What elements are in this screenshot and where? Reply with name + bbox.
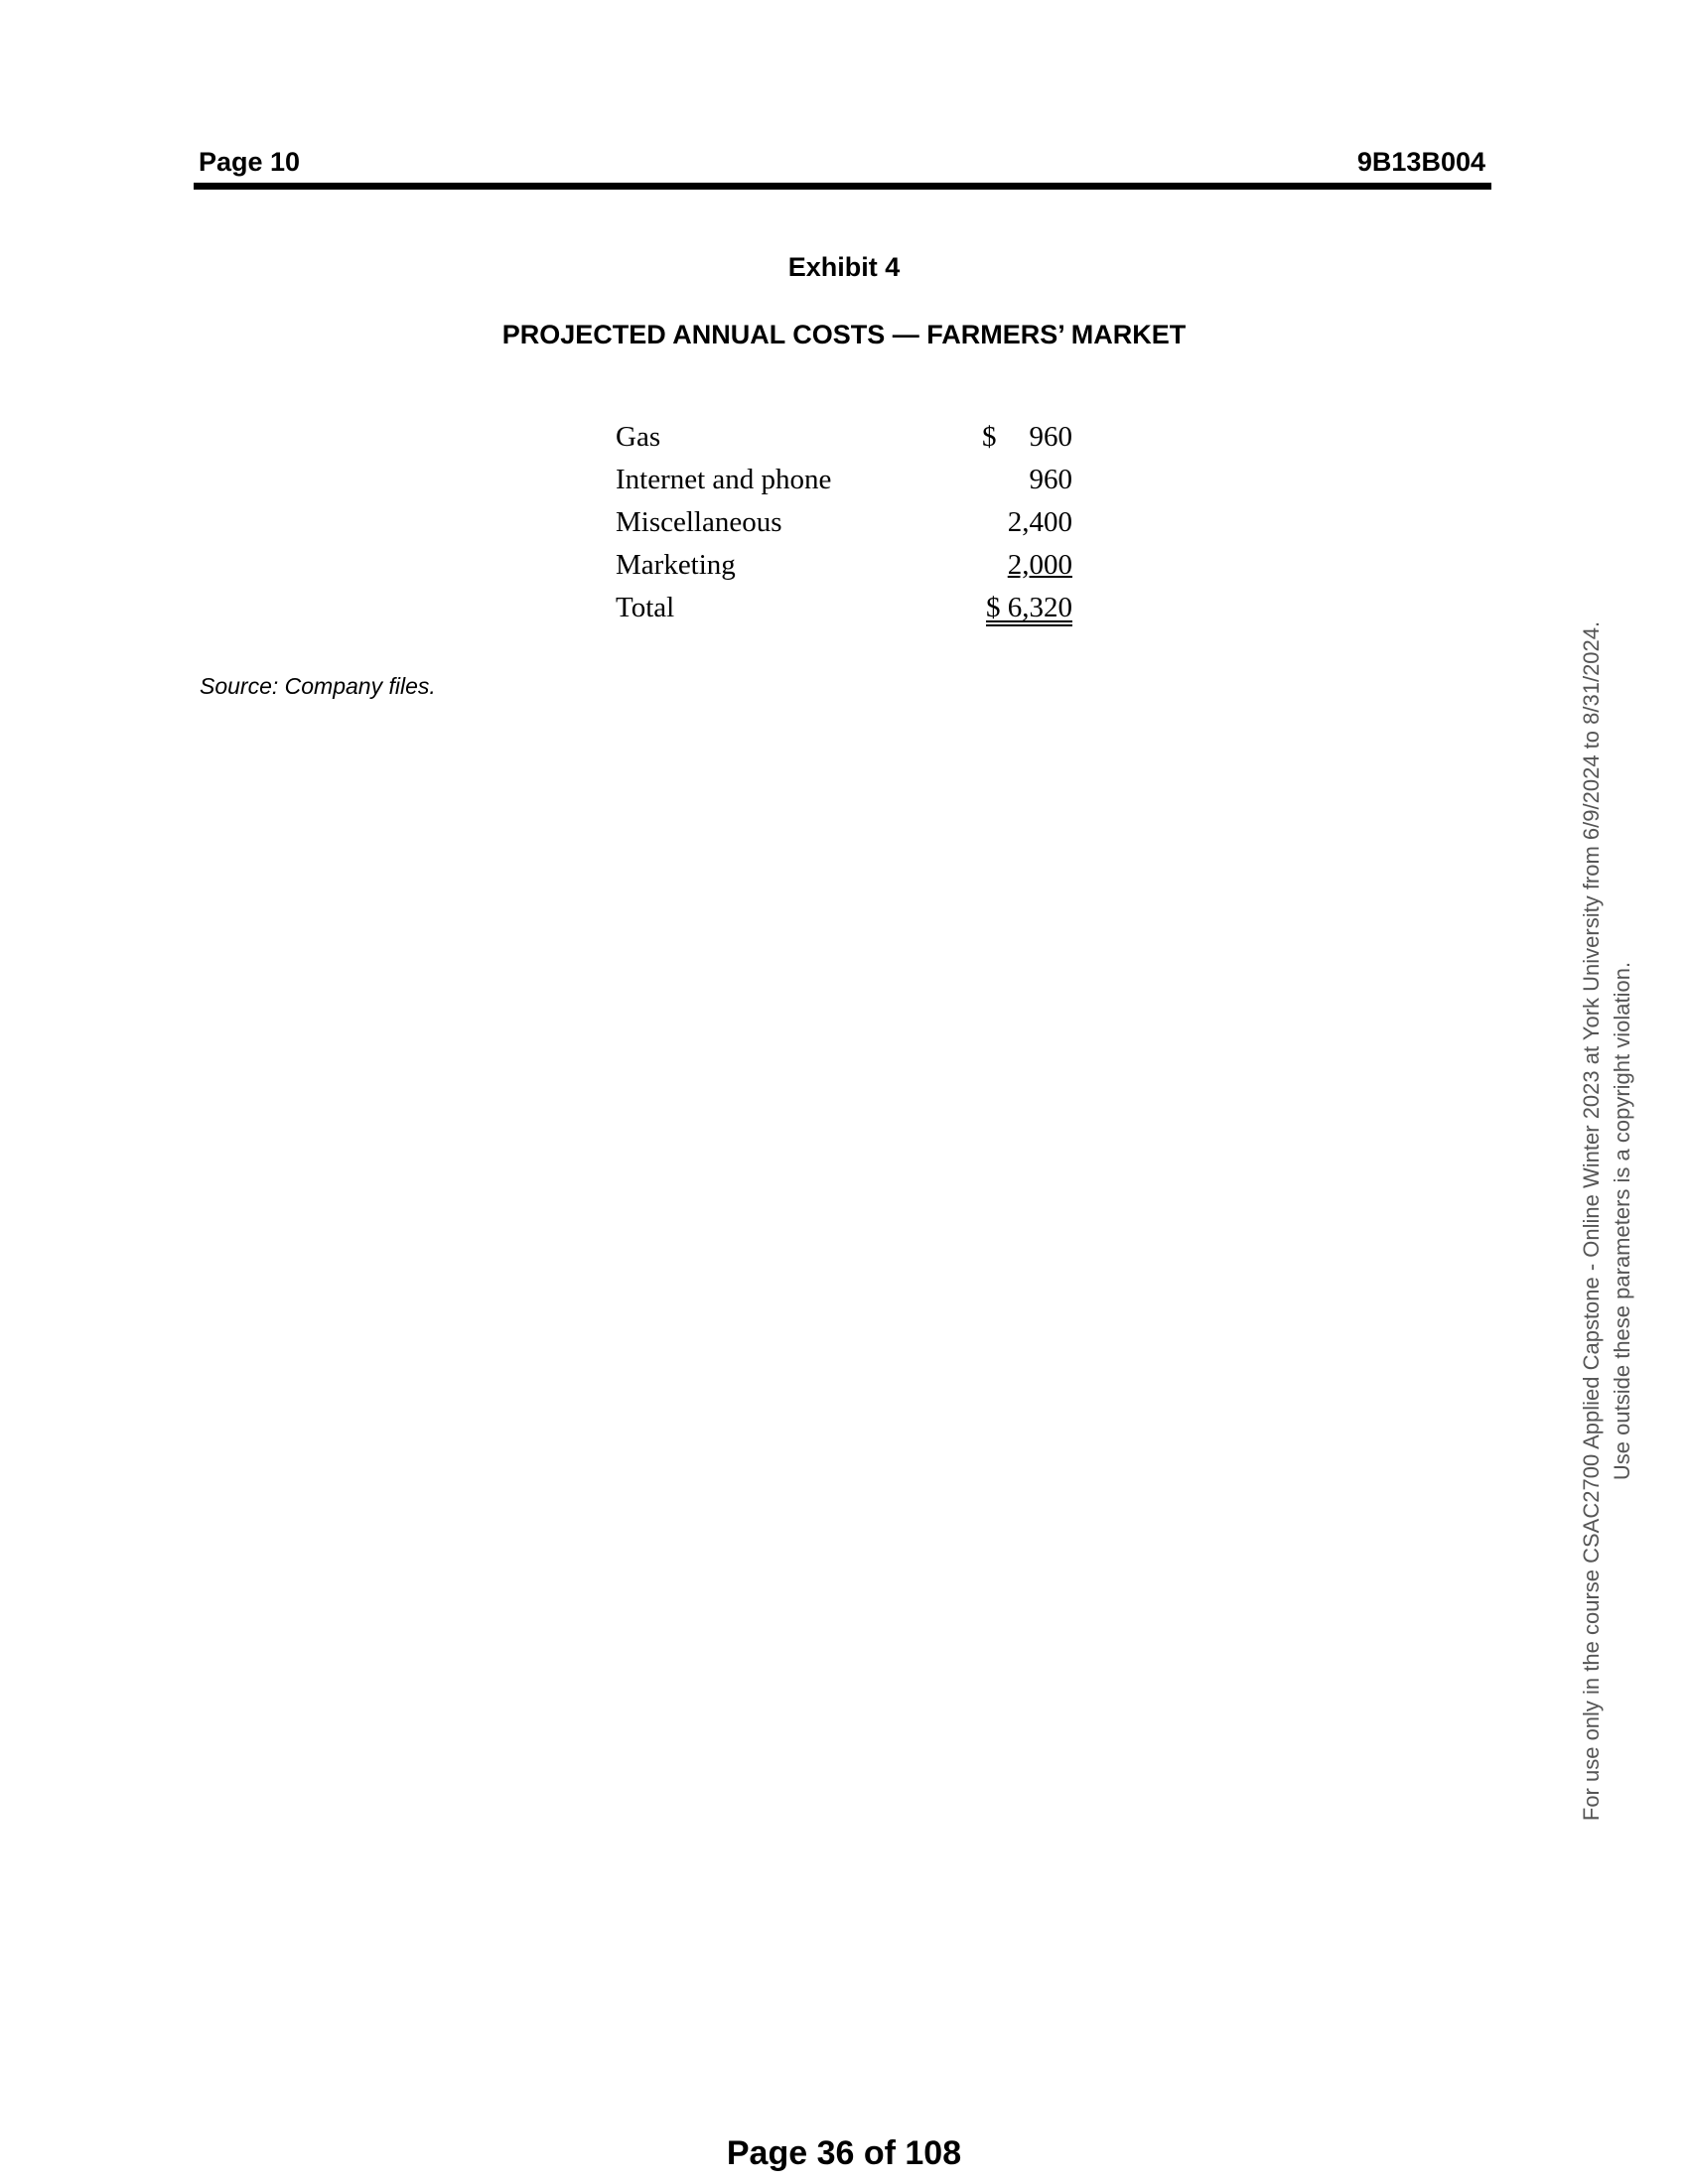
total-label: Total	[616, 592, 675, 623]
cost-value: 2,400	[1007, 506, 1072, 538]
case-code: 9B13B004	[1356, 147, 1485, 177]
exhibit-number: Exhibit 4	[787, 252, 901, 282]
cost-row-marketing	[616, 545, 1072, 588]
cost-label: Gas	[616, 421, 661, 453]
cost-label: Miscellaneous	[616, 506, 782, 538]
cost-row-miscellaneous	[616, 502, 1072, 545]
cost-row-internet	[616, 460, 1072, 502]
total-value: $ 6,320	[986, 592, 1072, 623]
copyright-watermark	[1576, 576, 1637, 1866]
currency-symbol: $	[982, 421, 997, 453]
cost-label: Internet and phone	[616, 464, 832, 495]
cost-row-total	[616, 588, 1072, 630]
source-note: Source: Company files.	[200, 673, 436, 699]
page-count-footer: Page 36 of 108	[726, 2134, 962, 2172]
exhibit-title: PROJECTED ANNUAL COSTS — FARMERS’ MARKET	[501, 320, 1187, 349]
cost-value: 960	[1029, 464, 1072, 495]
cost-table	[616, 417, 1072, 630]
watermark-line: For use only in the course CSAC2700 Applied Capstone - Online Winter 2023 at York University from 6/9/2024 to 8/31/2024.	[1579, 620, 1604, 1822]
cost-value: 960	[1029, 421, 1072, 453]
watermark-line: Use outside these parameters is a copyright violation.	[1610, 961, 1634, 1481]
cost-value: 2,000	[1007, 549, 1072, 581]
cost-row-gas	[616, 417, 1072, 460]
page-number: Page 10	[199, 147, 301, 177]
page-header	[197, 147, 1489, 179]
cost-label: Marketing	[616, 549, 736, 581]
header-rule	[194, 183, 1491, 190]
